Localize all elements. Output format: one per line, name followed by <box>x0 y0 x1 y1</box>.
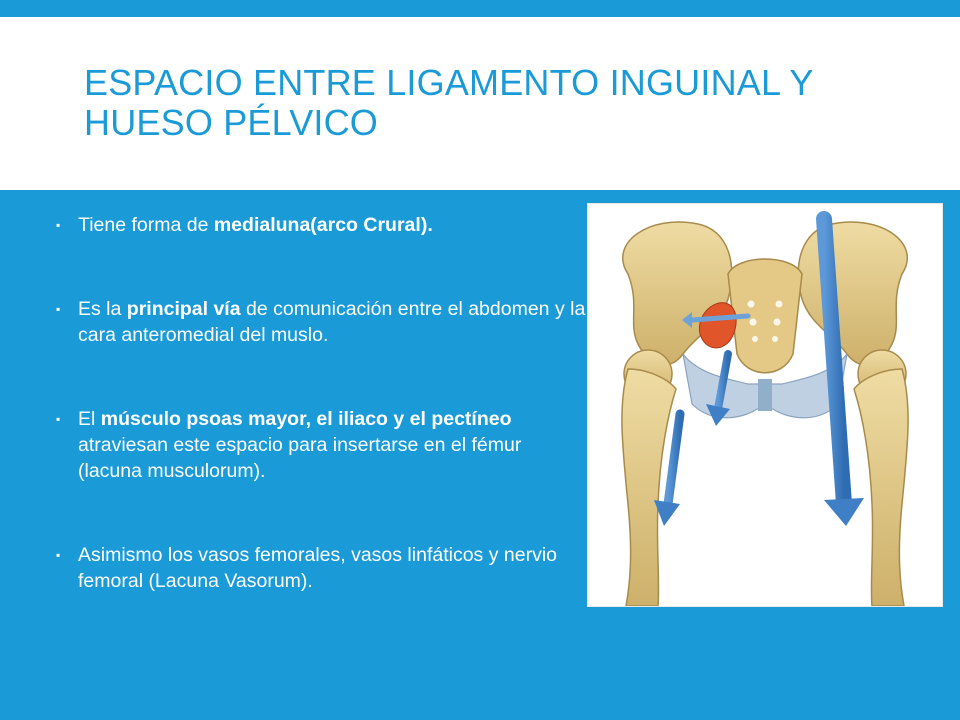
right-iliac-wing <box>798 222 907 365</box>
bullet-item <box>56 406 586 484</box>
bullet-emphasis: principal vía <box>126 298 241 320</box>
bullet-text: Tiene forma de <box>78 214 214 236</box>
bullet-emphasis: músculo psoas mayor, el iliaco y el pectíneo <box>100 408 512 430</box>
bullet-emphasis: medialuna(arco Crural). <box>213 214 433 236</box>
bullet-text: de comunicación entre el abdomen y la cara anteromedial del muslo. <box>78 298 586 346</box>
bullet-text: atraviesan este espacio para insertarse en el fémur (lacuna musculorum). <box>78 434 522 482</box>
bullet-text: Es la <box>78 298 127 320</box>
bullet-text: Asimismo los vasos femorales, vasos linfáticos y nervio femoral (Lacuna Vasorum). <box>78 544 557 592</box>
right-femur <box>854 369 908 606</box>
pubic-symphysis <box>758 379 772 411</box>
bullet-marker: ▪ <box>56 548 61 562</box>
anatomy-figure <box>587 203 943 607</box>
bullet-marker: ▪ <box>56 412 61 426</box>
slide-title: ESPACIO ENTRE LIGAMENTO INGUINAL Y HUESO PÉLVICO <box>84 62 813 143</box>
bullet-item <box>56 212 586 238</box>
bullet-item <box>56 296 586 348</box>
bullet-text: El <box>78 408 101 430</box>
bullet-item <box>56 542 586 594</box>
bullet-marker: ▪ <box>56 302 61 316</box>
bullet-marker: ▪ <box>56 218 61 232</box>
pelvis-illustration <box>588 204 942 606</box>
top-accent-bar <box>0 0 960 17</box>
bullet-list <box>56 212 586 594</box>
